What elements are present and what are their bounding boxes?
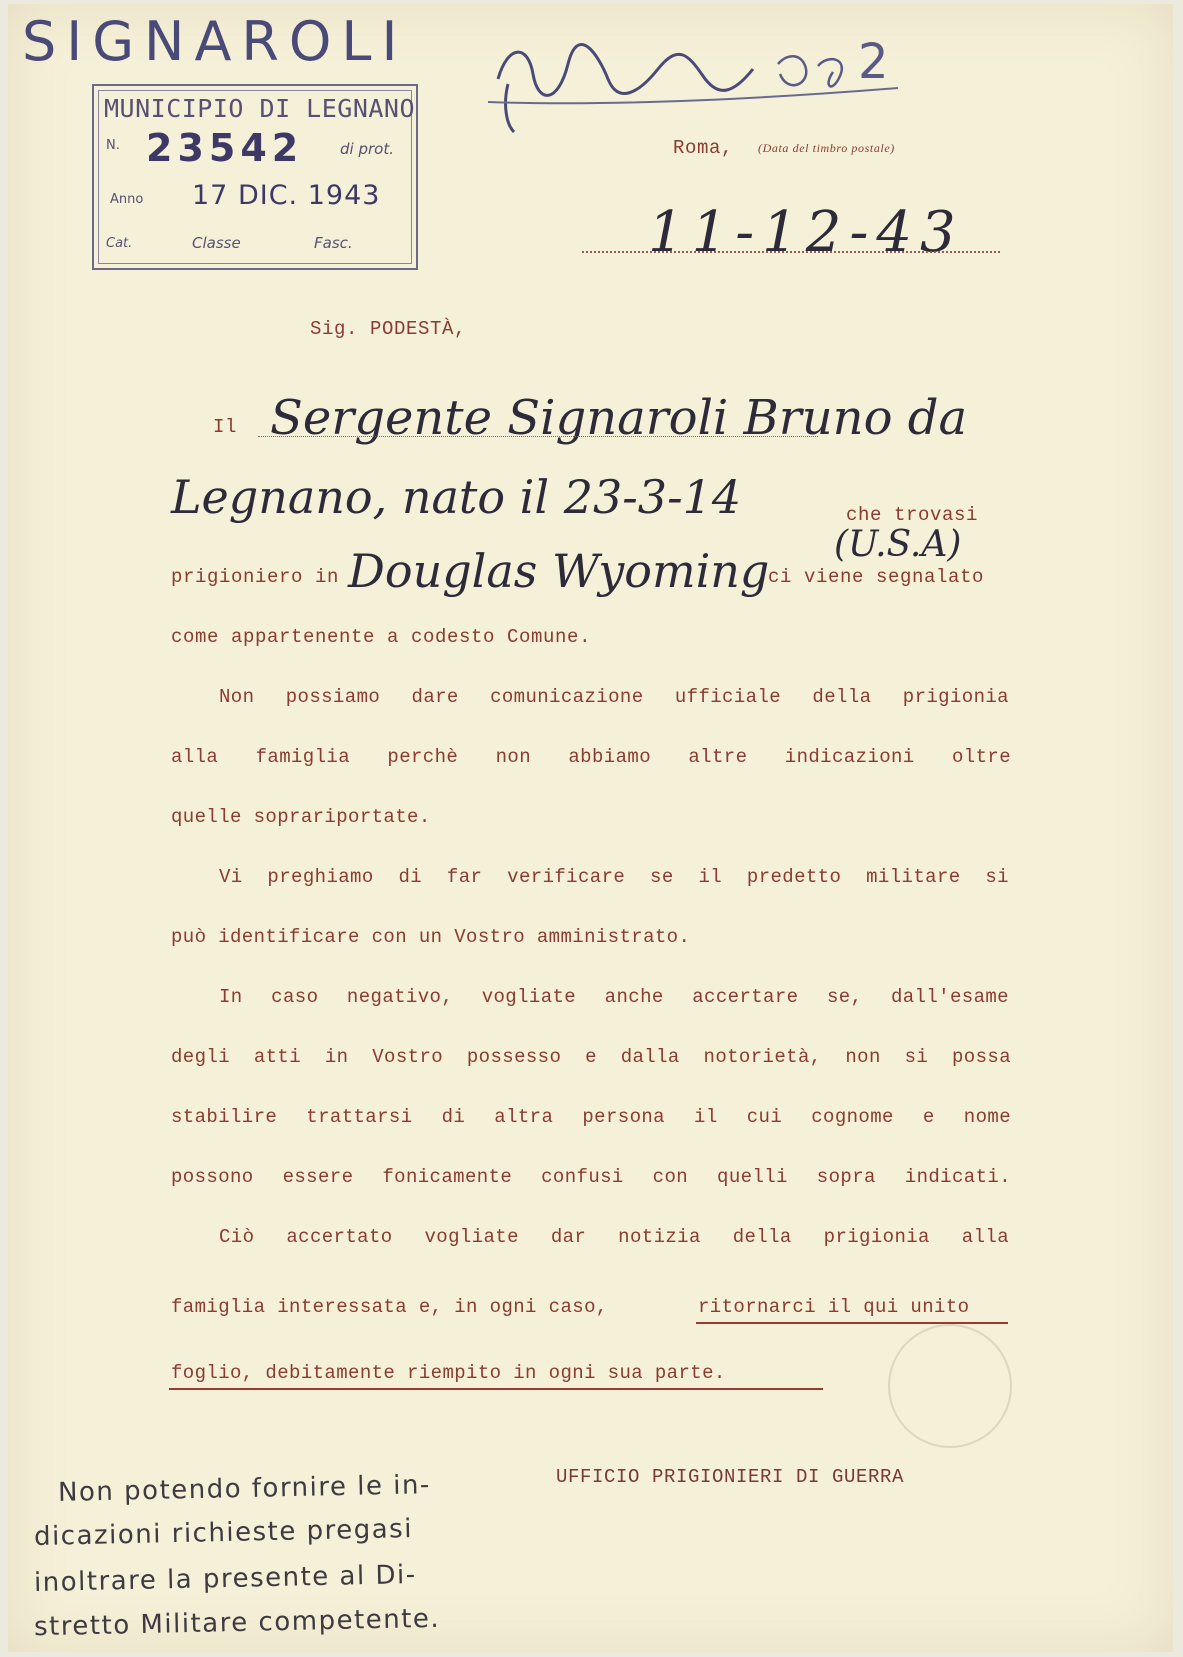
stamp-protocol-prefix: N. <box>106 138 120 153</box>
p4-line2: degli atti in Vostro possesso e dalla notorietà, non si possa <box>171 1046 1011 1068</box>
protocol-stamp <box>92 84 418 270</box>
stamped-note-line4: stretto Militare competente. <box>33 1603 441 1643</box>
stamped-note-line3: inoltrare la presente al Di- <box>33 1559 417 1599</box>
date-dotted-line <box>582 251 1000 253</box>
stamp-cat-label: Cat. <box>106 236 133 251</box>
stamp-year-label: Anno <box>110 192 144 207</box>
underline-ritornarci <box>696 1322 1008 1324</box>
p2-line3: quelle soprariportate. <box>171 806 431 828</box>
article-il: Il <box>213 416 238 438</box>
signature-office: UFFICIO PRIGIONIERI DI GUERRA <box>556 1466 905 1488</box>
typed-segnalato: ci viene segnalato <box>768 566 985 588</box>
p5-line1: Ciò accertato vogliate dar notizia della prigionia alla <box>219 1226 1009 1248</box>
handwritten-number: 2 <box>858 34 889 90</box>
p5-line2b: ritornarci il qui unito <box>698 1296 970 1318</box>
stamp-protocol-number: 23542 <box>146 126 304 170</box>
p2-line1: Non possiamo dare comunicazione ufficiale della prigionia <box>219 686 1009 708</box>
p3-line1: Vi preghiamo di far verificare se il predetto militare si <box>219 866 1009 888</box>
p3-line2: può identificare con un Vostro amministrato. <box>171 926 691 948</box>
p4-line4: possono essere fonicamente confusi con quelli sopra indicati. <box>171 1166 1011 1188</box>
p5-line3: foglio, debitamente riempito in ogni sua parte. <box>171 1362 726 1384</box>
p2-line2: alla famiglia perchè non abbiamo altre indicazioni oltre <box>171 746 1011 768</box>
stamped-note-line2: dicazioni richieste pregasi <box>33 1514 414 1552</box>
stamped-note-line1: Non potendo fornire le in- <box>57 1470 432 1508</box>
handwritten-date: 11-12-43 <box>648 200 964 265</box>
letter-sheet <box>8 4 1173 1652</box>
underline-foglio <box>169 1388 823 1390</box>
line-comune: come appartenente a codesto Comune. <box>171 626 592 648</box>
handwritten-camp: Douglas Wyoming <box>348 544 770 598</box>
faded-round-stamp <box>888 1324 1012 1448</box>
handwritten-scribble <box>488 24 908 134</box>
typed-trovasi: che trovasi <box>846 504 979 526</box>
stamp-classe-label: Classe <box>192 234 241 252</box>
stamp-fasc-label: Fasc. <box>314 234 353 252</box>
stamp-municipality: MUNICIPIO DI LEGNANO <box>104 94 416 123</box>
handwritten-country: (U.S.A) <box>834 524 962 565</box>
header-place-note: (Data del timbro postale) <box>758 141 895 155</box>
stamp-protocol-suffix: di prot. <box>340 140 394 158</box>
typed-prigioniero: prigioniero in <box>171 566 340 588</box>
handwritten-surname: SIGNAROLI <box>22 10 408 73</box>
name-dotted-line <box>258 436 818 437</box>
p4-line3: stabilire trattarsi di altra persona il cui cognome e nome <box>171 1106 1011 1128</box>
handwritten-rank-name: Sergente Signaroli Bruno da <box>270 390 968 446</box>
salutation: Sig. PODESTÀ, <box>310 318 467 340</box>
handwritten-birthplace: Legnano, nato il 23-3-14 <box>171 470 742 524</box>
p4-line1: In caso negativo, vogliate anche accertare se, dall'esame <box>219 986 1009 1008</box>
stamp-date: 17 DIC. 1943 <box>192 180 381 211</box>
p5-line2a: famiglia interessata e, in ogni caso, <box>171 1296 608 1318</box>
header-place: Roma, <box>673 137 734 159</box>
